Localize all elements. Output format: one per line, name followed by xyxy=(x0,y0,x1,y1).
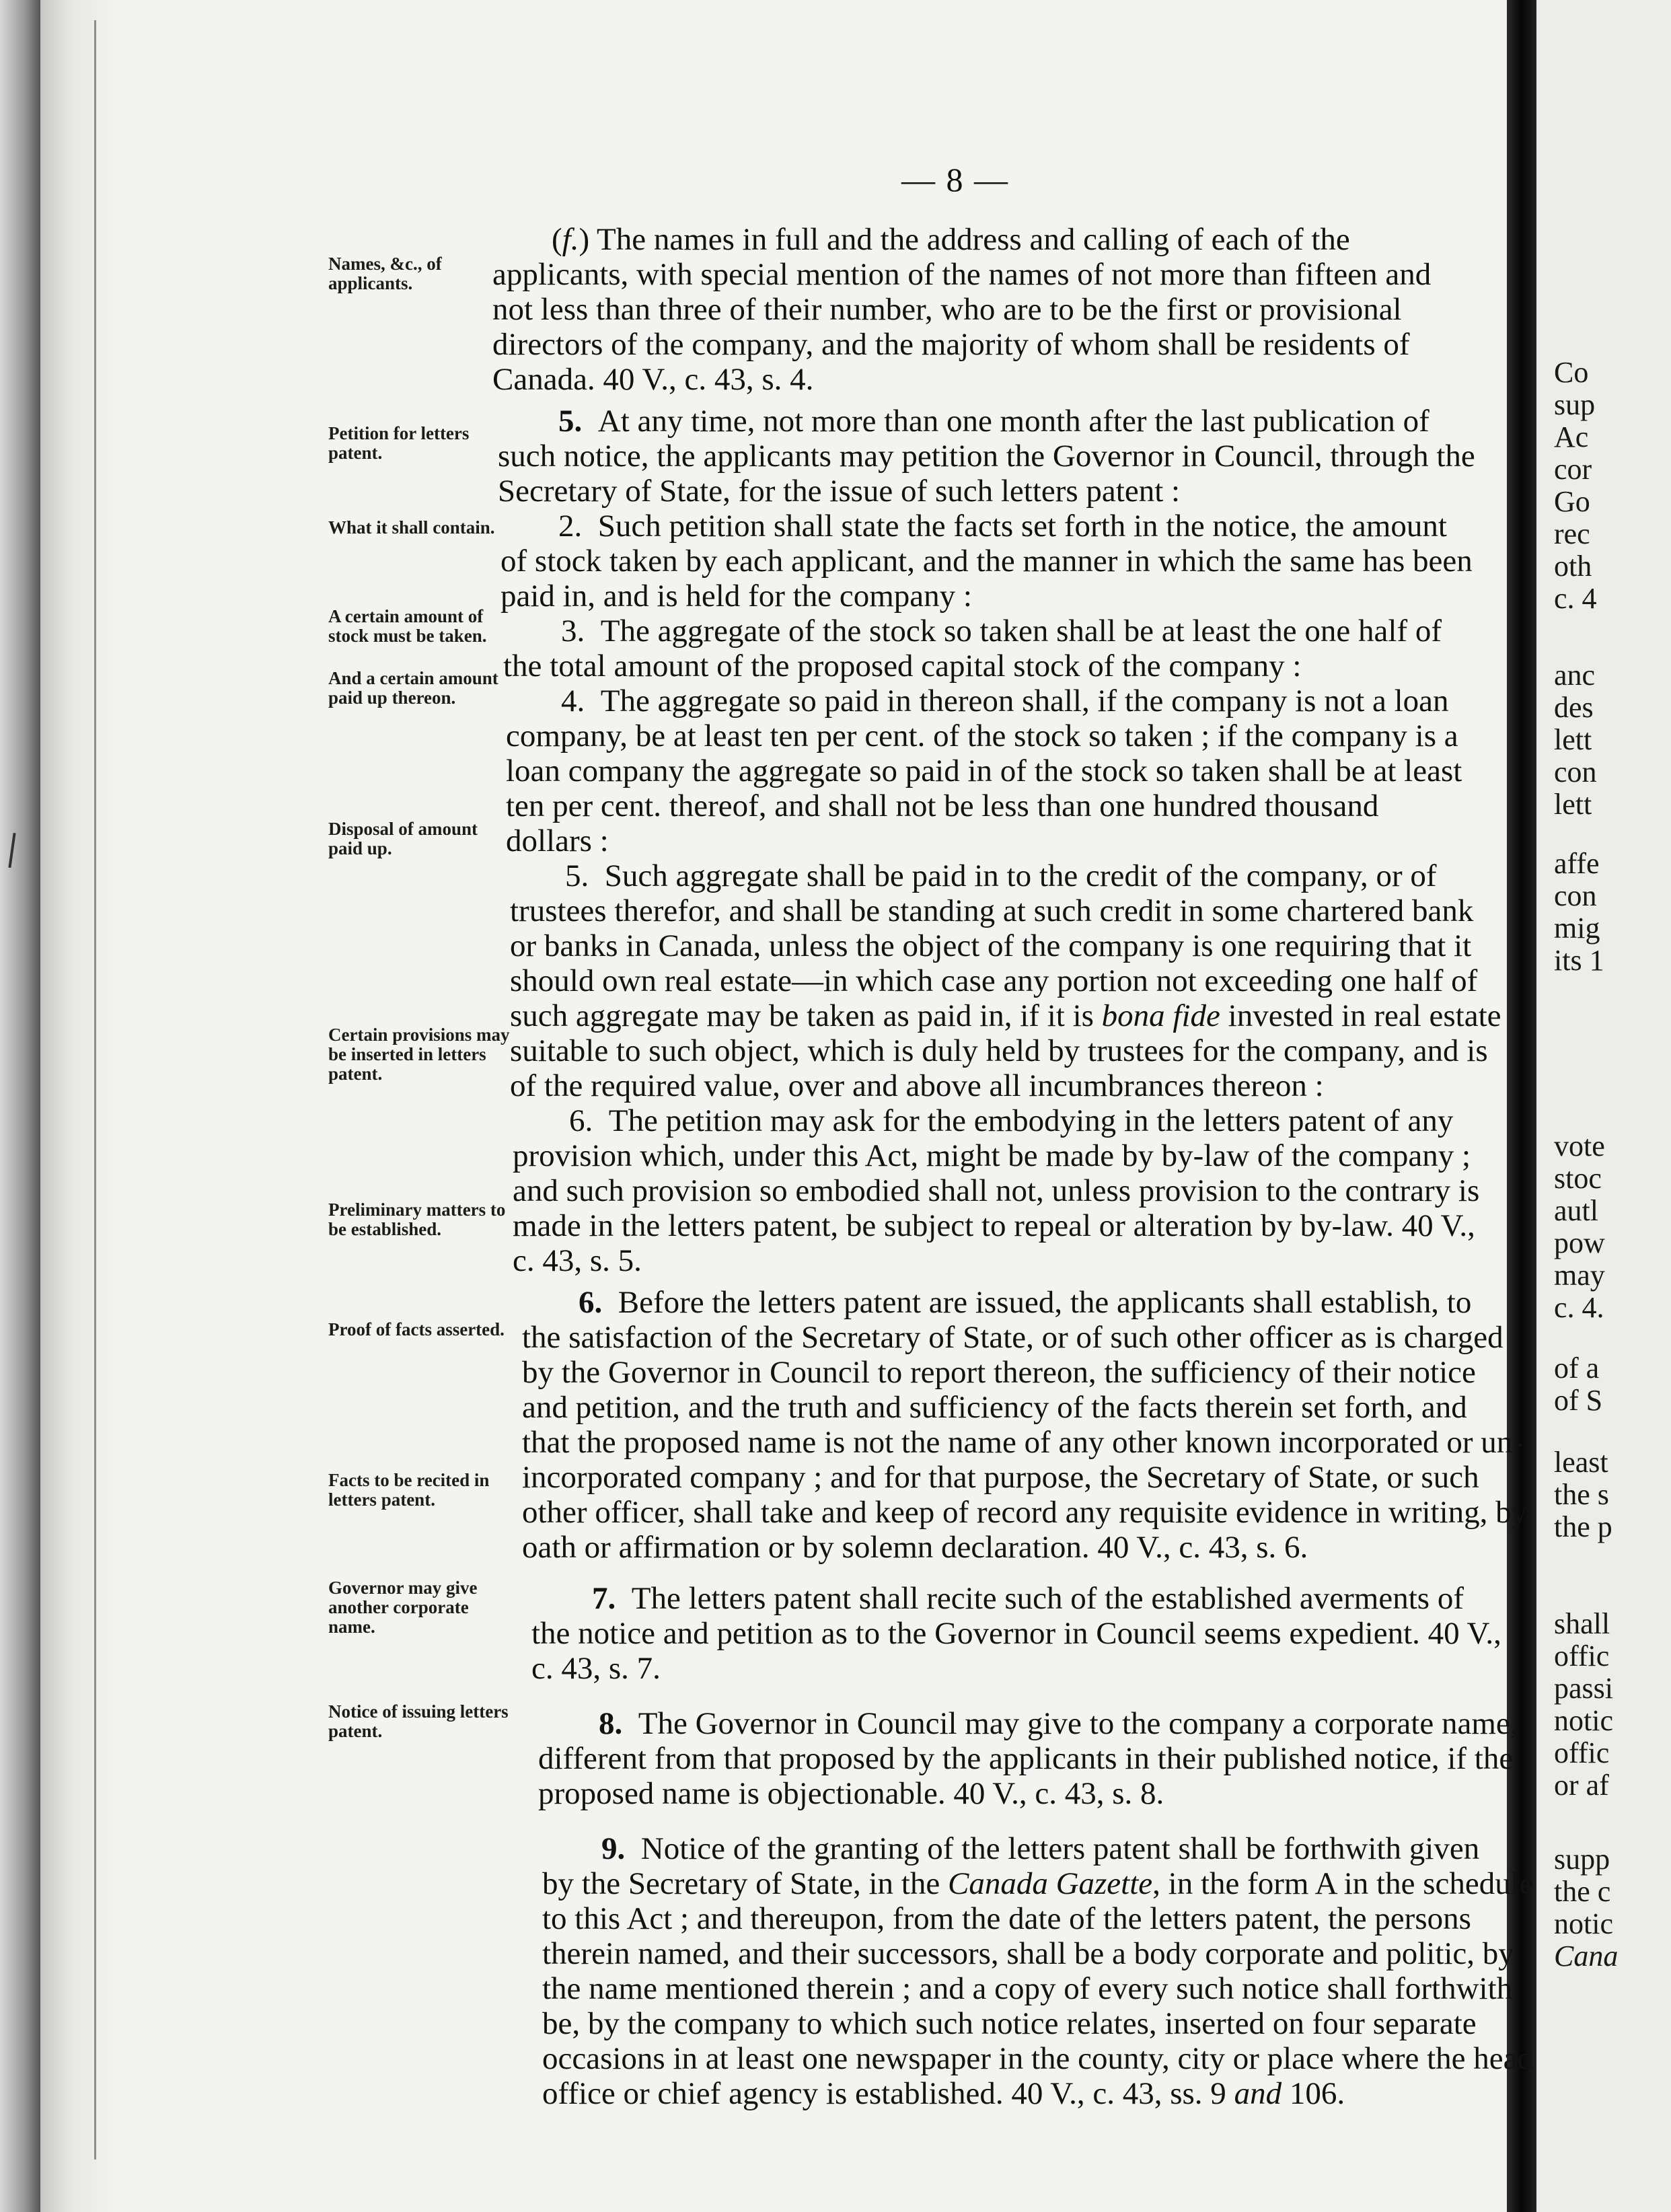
body-line: dollars : xyxy=(506,823,609,858)
adjacent-page-fragment: Cana xyxy=(1554,1940,1619,1973)
body-line: to this Act ; and thereupon, from the date of the letters patent, the persons xyxy=(542,1901,1471,1936)
body-line: oath or affirmation or by solemn declaration. 40 V., c. 43, s. 6. xyxy=(522,1530,1308,1565)
adjacent-page-fragment: passi xyxy=(1554,1672,1613,1705)
adjacent-page-fragment: offic xyxy=(1554,1639,1610,1672)
margin-note-stock-taken: A certain amount of stock must be taken. xyxy=(328,606,487,646)
adjacent-page-fragment: anc xyxy=(1554,659,1596,692)
adjacent-page xyxy=(1536,0,1671,2212)
adjacent-page-fragment: c. 4 xyxy=(1554,582,1597,615)
adjacent-page-fragment: stoc xyxy=(1554,1162,1602,1195)
adjacent-page-fragment: its 1 xyxy=(1554,944,1604,977)
body-line: of stock taken by each applicant, and the manner in which the same has been xyxy=(500,544,1473,579)
body-line: or banks in Canada, unless the object of the company is one requiring that it xyxy=(510,928,1472,963)
scan-left-margin xyxy=(0,0,40,2212)
adjacent-page-fragment: supp xyxy=(1554,1843,1610,1876)
body-line: that the proposed name is not the name of any other known incorporated or un- xyxy=(522,1425,1523,1460)
margin-note-proof: Proof of facts asserted. xyxy=(328,1319,505,1339)
body-line: applicants, with special mention of the names of not more than fifteen and xyxy=(492,257,1432,292)
body-line: 6. The petition may ask for the embodying in the letters patent of any xyxy=(569,1103,1454,1138)
body-line: trustees therefor, and shall be standing at such credit in some chartered bank xyxy=(510,893,1474,928)
body-line: and petition, and the truth and sufficiency of the facts therein set forth, and xyxy=(522,1390,1467,1425)
body-line: of the required value, over and above all incumbrances thereon : xyxy=(510,1068,1324,1103)
adjacent-page-fragment: autl xyxy=(1554,1194,1598,1227)
body-line: and such provision so embodied shall not, unless provision to the contrary is xyxy=(513,1173,1480,1208)
body-line: loan company the aggregate so paid in of the stock so taken shall be at least xyxy=(506,753,1462,788)
body-line: 2. Such petition shall state the facts set forth in the notice, the amount xyxy=(558,509,1447,544)
adjacent-page-fragment: sup xyxy=(1554,388,1596,421)
body-line: should own real estate—in which case any portion not exceeding one half of xyxy=(510,963,1478,998)
page-edge-shadow xyxy=(40,0,121,2212)
section-number: 9. xyxy=(601,1831,626,1866)
margin-note-corporate-name: Governor may give another corporate name. xyxy=(328,1578,478,1637)
body-line: not less than three of their number, who are to be the first or provisional xyxy=(492,292,1402,327)
adjacent-page-fragment: c. 4. xyxy=(1554,1291,1604,1324)
adjacent-page-fragment: the s xyxy=(1554,1478,1609,1511)
body-line: company, be at least ten per cent. of the stock so taken ; if the company is a xyxy=(506,718,1458,753)
section-9-line: 9. Notice of the granting of the letters patent shall be forthwith given xyxy=(601,1831,1480,1866)
section-5-line: 5. At any time, not more than one month after the last publication of xyxy=(558,404,1429,439)
adjacent-page-fragment: notic xyxy=(1554,1907,1613,1940)
body-line: 5. Such aggregate shall be paid in to the credit of the company, or of xyxy=(565,858,1437,893)
margin-note-disposal: Disposal of amount paid up. xyxy=(328,819,478,858)
body-line: different from that proposed by the applicants in their published notice, if the xyxy=(538,1741,1514,1776)
adjacent-page-fragment: Co xyxy=(1554,356,1589,389)
body-line: be, by the company to which such notice relates, inserted on four separate xyxy=(542,2006,1477,2041)
margin-note-provisions: Certain provisions may be inserted in letters patent. xyxy=(328,1025,510,1084)
body-line: ten per cent. thereof, and shall not be less than one hundred thousand xyxy=(506,788,1379,823)
margin-note-petition: Petition for letters patent. xyxy=(328,423,470,463)
body-line: provision which, under this Act, might be made by by-law of the company ; xyxy=(513,1138,1471,1173)
body-line: c. 43, s. 7. xyxy=(531,1651,661,1686)
section-7-line: 7. The letters patent shall recite such of the established averments of xyxy=(592,1581,1464,1616)
body-line: occasions in at least one newspaper in the county, city or place where the head xyxy=(542,2041,1533,2076)
body-line: the notice and petition as to the Governor in Council seems expedient. 40 V., xyxy=(531,1616,1501,1651)
adjacent-page-fragment: lett xyxy=(1554,788,1592,821)
adjacent-page-fragment: may xyxy=(1554,1259,1605,1292)
body-line: the satisfaction of the Secretary of State, or of such other officer as is charged xyxy=(522,1320,1503,1355)
body-line: made in the letters patent, be subject to repeal or alteration by by-law. 40 V., xyxy=(513,1208,1475,1243)
adjacent-page-fragment: affe xyxy=(1554,847,1600,880)
section-number: 5. xyxy=(558,404,583,439)
body-line: Secretary of State, for the issue of such letters patent : xyxy=(498,474,1181,509)
margin-note-contents: What it shall contain. xyxy=(328,517,495,538)
adjacent-page-fragment: Go xyxy=(1554,485,1590,518)
section-8-line: 8. The Governor in Council may give to the company a corporate name, xyxy=(599,1706,1518,1741)
body-line: 4. The aggregate so paid in thereon shall, if the company is not a loan xyxy=(561,684,1449,718)
adjacent-page-fragment: shall xyxy=(1554,1607,1610,1640)
margin-note-applicants: Names, &c., of applicants. xyxy=(328,254,442,293)
adjacent-page-fragment: mig xyxy=(1554,912,1600,945)
adjacent-page-fragment: cor xyxy=(1554,453,1592,486)
adjacent-page-fragment: vote xyxy=(1554,1130,1605,1163)
margin-note-preliminary: Preliminary matters to be established. xyxy=(328,1200,506,1239)
body-line: directors of the company, and the majority of whom shall be residents of xyxy=(492,327,1410,362)
body-line: paid in, and is held for the company : xyxy=(500,579,972,614)
adjacent-page-fragment: pow xyxy=(1554,1226,1605,1259)
margin-note-notice: Notice of issuing letters patent. xyxy=(328,1701,509,1741)
body-line: (f.) The names in full and the address and calling of each of the xyxy=(552,222,1350,257)
adjacent-page-fragment: rec xyxy=(1554,517,1590,550)
adjacent-page-fragment: des xyxy=(1554,691,1594,724)
adjacent-page-fragment: the c xyxy=(1554,1875,1611,1908)
adjacent-page-fragment: notic xyxy=(1554,1704,1613,1737)
adjacent-page-fragment: offic xyxy=(1554,1736,1610,1769)
body-line: therein named, and their successors, shall be a body corporate and politic, by xyxy=(542,1936,1514,1971)
section-6-line: 6. Before the letters patent are issued, the applicants shall establish, to xyxy=(579,1285,1472,1320)
adjacent-page-fragment: Ac xyxy=(1554,420,1589,453)
body-line: such aggregate may be taken as paid in, if it is bona fide invested in real estate xyxy=(510,998,1501,1033)
page-number: — 8 — xyxy=(901,161,1009,198)
body-line: the name mentioned therein ; and a copy of every such notice shall forthwith xyxy=(542,1971,1513,2006)
body-line: by the Governor in Council to report thereon, the sufficiency of their notice xyxy=(522,1355,1476,1390)
margin-note-recited: Facts to be recited in letters patent. xyxy=(328,1470,490,1510)
body-line: suitable to such object, which is duly held by trustees for the company, and is xyxy=(510,1033,1488,1068)
section-number: 8. xyxy=(599,1706,623,1741)
body-line: such notice, the applicants may petition the Governor in Council, through the xyxy=(498,439,1475,474)
body-line: Canada. 40 V., c. 43, s. 4. xyxy=(492,362,814,397)
body-line: incorporated company ; and for that purpose, the Secretary of State, or such xyxy=(522,1460,1479,1495)
page-binding-line xyxy=(94,20,96,2160)
adjacent-page-fragment: or af xyxy=(1554,1769,1609,1802)
adjacent-page-fragment: of S xyxy=(1554,1384,1603,1417)
adjacent-page-fragment: con xyxy=(1554,755,1597,788)
body-line: 3. The aggregate of the stock so taken shall be at least the one half of xyxy=(561,614,1442,649)
body-line: other officer, shall take and keep of record any requisite evidence in writing, by xyxy=(522,1495,1528,1530)
body-line: the total amount of the proposed capital stock of the company : xyxy=(503,649,1302,684)
adjacent-page-fragment: lett xyxy=(1554,723,1592,756)
section-number: 6. xyxy=(579,1285,603,1320)
body-line: c. 43, s. 5. xyxy=(513,1243,642,1278)
adjacent-page-fragment: the p xyxy=(1554,1510,1612,1543)
body-line: by the Secretary of State, in the Canada Gazette, in the form A in the schedule xyxy=(542,1866,1534,1901)
body-line: proposed name is objectionable. 40 V., c. 43, s. 8. xyxy=(538,1776,1164,1811)
adjacent-page-fragment: con xyxy=(1554,879,1597,912)
section-number: 7. xyxy=(592,1581,616,1616)
adjacent-page-fragment: oth xyxy=(1554,550,1592,583)
body-line: office or chief agency is established. 40 V., c. 43, ss. 9 and 106. xyxy=(542,2076,1345,2111)
adjacent-page-fragment: of a xyxy=(1554,1352,1600,1385)
margin-note-amount-paid: And a certain amount paid up thereon. xyxy=(328,668,498,708)
adjacent-page-fragment: least xyxy=(1554,1446,1608,1479)
